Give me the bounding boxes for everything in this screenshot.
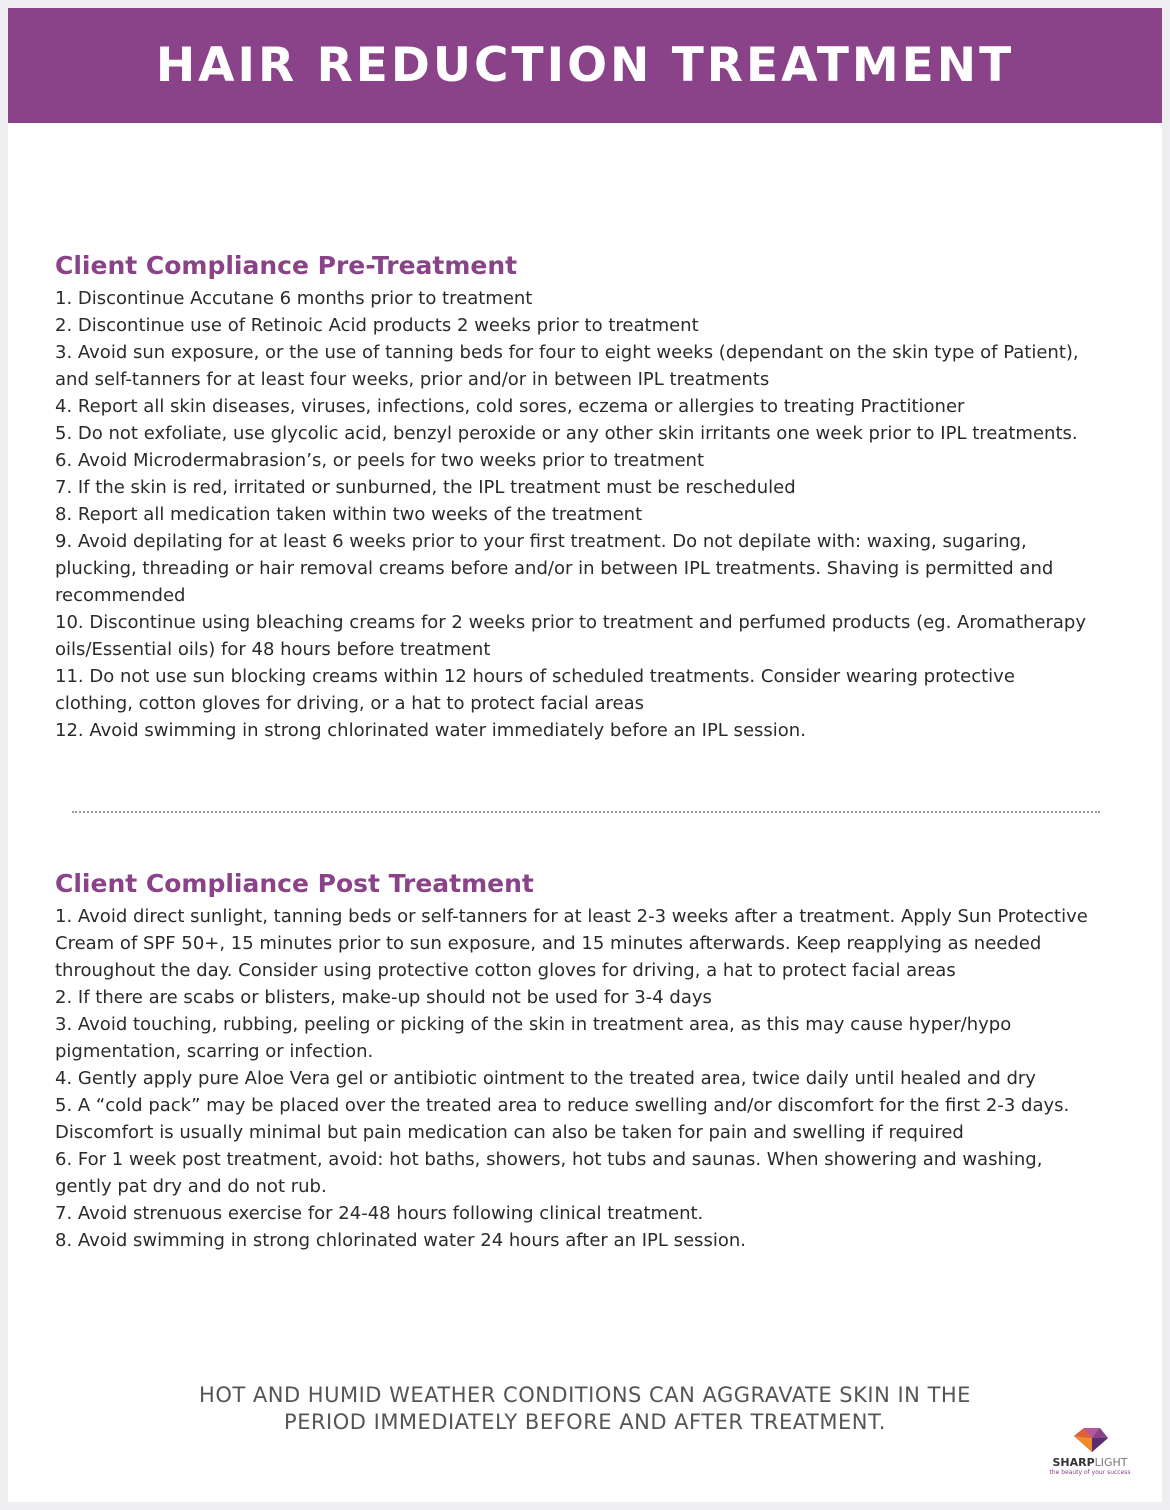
list-item: 6. Avoid Microdermabrasion’s, or peels for two weeks prior to treatment (55, 450, 705, 471)
list-item: 9. Avoid depilating for at least 6 weeks prior to your first treatment. Do not depilate with: waxing, sugaring, plucking, threading or hair removal creams before and/or in between IPL treatments. Shaving is permitted and recommended (55, 531, 1054, 606)
list-item: 8. Report all medication taken within two weeks of the treatment (55, 504, 643, 525)
list-item: 3. Avoid touching, rubbing, peeling or picking of the skin in treatment area, as this may cause hyper/hypo pigmentation, scarring or infection. (55, 1014, 1012, 1062)
pre-treatment-section (55, 249, 1095, 744)
pre-treatment-heading: Client Compliance Pre-Treatment (55, 251, 518, 280)
logo-tagline: the beauty of your success (1049, 1469, 1131, 1476)
list-item: 4. Gently apply pure Aloe Vera gel or antibiotic ointment to the treated area, twice daily until healed and dry (55, 1068, 1036, 1089)
list-item: 1. Discontinue Accutane 6 months prior to treatment (55, 288, 533, 309)
post-treatment-heading: Client Compliance Post Treatment (55, 869, 534, 898)
list-item: 1. Avoid direct sunlight, tanning beds or self-tanners for at least 2-3 weeks after a treatment. Apply Sun Protective Cream of SPF 50+, 15 minutes prior to sun exposure, and 15 minutes afterwards. Keep reapplying as needed throughout the day. Consider using protective cotton gloves for driving, a hat to protect facial areas (55, 906, 1088, 981)
warning-line-2: PERIOD IMMEDIATELY BEFORE AND AFTER TREATMENT. (284, 1410, 886, 1434)
page-title: HAIR REDUCTION TREATMENT (155, 38, 1015, 93)
list-item: 2. Discontinue use of Retinoic Acid products 2 weeks prior to treatment (55, 315, 699, 336)
post-treatment-section (55, 867, 1095, 1254)
sharplight-logo (1038, 1426, 1142, 1486)
logo-brand-bold: SHARP (1052, 1456, 1095, 1469)
list-item: 10. Discontinue using bleaching creams for 2 weeks prior to treatment and perfumed products (eg. Aromatherapy oils/Essential oils) for 48 hours before treatment (55, 612, 1086, 660)
document-page (8, 8, 1162, 1502)
gem-logo-icon (1070, 1426, 1110, 1454)
list-item: 6. For 1 week post treatment, avoid: hot baths, showers, hot tubs and saunas. When showering and washing, gently pat dry and do not rub. (55, 1149, 1043, 1197)
title-banner (8, 8, 1162, 123)
list-item: 5. A “cold pack” may be placed over the treated area to reduce swelling and/or discomfort for the first 2-3 days. Discomfort is usually minimal but pain medication can also be taken for pain and swelling if required (55, 1095, 1070, 1143)
list-item: 7. If the skin is red, irritated or sunburned, the IPL treatment must be rescheduled (55, 477, 796, 498)
list-item: 8. Avoid swimming in strong chlorinated water 24 hours after an IPL session. (55, 1230, 746, 1251)
logo-wordmark (1038, 1456, 1142, 1469)
list-item: 7. Avoid strenuous exercise for 24-48 hours following clinical treatment. (55, 1203, 704, 1224)
list-item: 11. Do not use sun blocking creams within 12 hours of scheduled treatments. Consider wearing protective clothing, cotton gloves for driving, or a hat to protect facial areas (55, 666, 1015, 714)
logo-brand-light: LIGHT (1094, 1456, 1128, 1469)
list-item: 5. Do not exfoliate, use glycolic acid, benzyl peroxide or any other skin irritants one week prior to IPL treatments. (55, 423, 1078, 444)
warning-line-1: HOT AND HUMID WEATHER CONDITIONS CAN AGGRAVATE SKIN IN THE (199, 1383, 971, 1407)
list-item: 12. Avoid swimming in strong chlorinated water immediately before an IPL session. (55, 720, 806, 741)
dotted-divider (72, 811, 1100, 813)
post-treatment-list (55, 903, 1095, 1254)
weather-warning (108, 1382, 1062, 1436)
pre-treatment-list (55, 285, 1095, 744)
list-item: 3. Avoid sun exposure, or the use of tanning beds for four to eight weeks (dependant on the skin type of Patient), and self-tanners for at least four weeks, prior and/or in between IPL treatments (55, 342, 1079, 390)
list-item: 4. Report all skin diseases, viruses, infections, cold sores, eczema or allergies to treating Practitioner (55, 396, 965, 417)
list-item: 2. If there are scabs or blisters, make-up should not be used for 3-4 days (55, 987, 712, 1008)
